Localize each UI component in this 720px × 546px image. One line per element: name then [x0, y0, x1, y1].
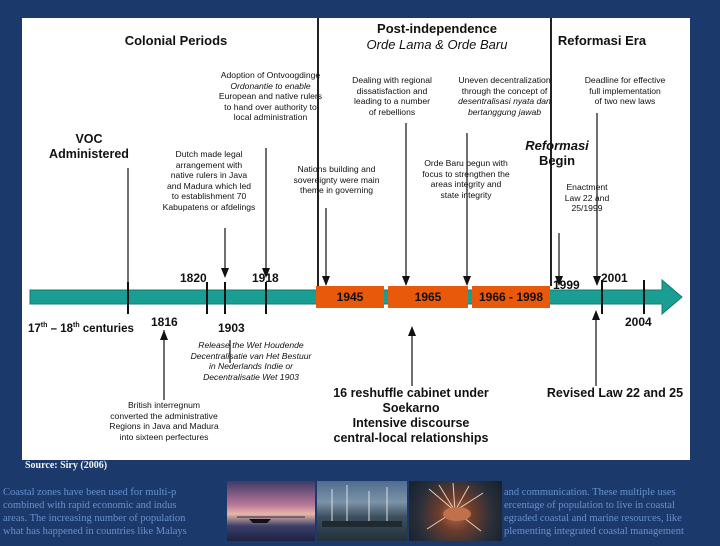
note-nation-building-line2: sovereignty were main [293, 174, 380, 185]
caption-right-line3: egraded coastal and marine resources, like [504, 513, 682, 524]
header-post-independence-line1: Post-independence [377, 21, 497, 36]
note-enactment-line3: 25/1999 [571, 203, 603, 213]
year-2001: 2001 [601, 271, 628, 285]
lionfish-icon [409, 481, 502, 541]
note-deadline-line3: of two new laws [594, 96, 656, 106]
note-orde-baru-line1: Orde Baru begun with [424, 158, 508, 168]
period-box-1965: 1965 [388, 286, 468, 308]
note-regional-line4: of rebellions [368, 106, 416, 117]
note-enactment-line2: Law 22 and [564, 192, 610, 203]
note-soekarno-line2: Soekarno [382, 401, 440, 415]
caption-left-line3: areas. The increasing number of population [3, 513, 186, 524]
note-dutch-legal-line1: Dutch made legal [175, 149, 243, 159]
year-1918: 1918 [252, 271, 279, 285]
centuries-sup-th-2: th [72, 322, 80, 329]
note-deadline-line1: Deadline for effective [584, 75, 666, 85]
centuries-sup-th-1: th [40, 322, 48, 329]
header-colonial-periods: Colonial Periods [124, 33, 228, 48]
note-regional-dissatisfaction [342, 75, 442, 117]
note-orde-baru [410, 158, 522, 200]
note-dutch-legal-line4: and Madura which led [166, 180, 252, 191]
note-wet-1903 [182, 340, 320, 382]
centuries-text-17: 17 [28, 322, 41, 335]
year-1999: 1999 [553, 278, 580, 292]
caption-right [504, 486, 720, 538]
note-dutch-legal-line2: arrangement with [175, 159, 243, 170]
photo-sunset-boat [227, 481, 315, 541]
note-wet-1903-line1: Release the Wet Houdende [198, 340, 304, 350]
caption-right-line4: plementing integrated coastal management [504, 526, 684, 537]
note-orde-baru-line2: focus to strengthen the [422, 168, 510, 179]
note-ontvoogdinge-line5: local administration [233, 112, 308, 122]
note-ontvoogdinge-line4: to hand over authority to [224, 101, 317, 112]
year-1903: 1903 [218, 321, 245, 335]
note-orde-baru-line3: areas integrity and [430, 179, 502, 189]
note-wet-1903-line2: Decentralisatie van Het Bestuur [190, 350, 312, 361]
note-soekarno-line3: Intensive discourse [352, 416, 470, 430]
caption-right-line2: ercentage of population to live in coastal [504, 500, 675, 511]
note-uneven-line2: through the concept of [461, 85, 548, 96]
note-regional-line3: leading to a number [354, 96, 430, 106]
boat-silhouette-icon [227, 481, 315, 541]
note-soekarno-line1: 16 reshuffle cabinet under [333, 386, 489, 400]
note-regional-line2: dissatisfaction and [356, 85, 428, 96]
photo-lionfish [409, 481, 502, 541]
note-reformasi-begin-line2: Begin [538, 153, 576, 168]
caption-left [3, 486, 233, 538]
period-box-1945: 1945 [316, 286, 384, 308]
note-ontvoogdinge-line3: European and native rulers [218, 91, 323, 101]
centuries-text-18: – 18 [47, 322, 73, 335]
note-dutch-legal-line3: native rulers in Java [170, 170, 248, 180]
note-uneven-line3: desentralisasi nyata dan [458, 96, 551, 106]
note-british-line2: converted the administrative [110, 410, 218, 421]
note-deadline-line2: full implementation [589, 85, 661, 96]
centuries-text-suffix: centuries [79, 322, 134, 335]
note-orde-baru-line4: state integrity [440, 189, 492, 200]
note-nation-building [284, 164, 389, 196]
note-ontvoogdinge [208, 70, 333, 123]
note-nation-building-line1: Nations building and [297, 164, 376, 174]
year-1816: 1816 [151, 315, 178, 329]
year-centuries [28, 322, 134, 335]
note-ontvoogdinge-line2: Ordonantie to enable [230, 80, 311, 91]
note-voc-administered [44, 132, 134, 162]
note-dutch-legal-line6: Kabupatens or afdelings [162, 201, 256, 212]
source-citation: Source: Siry (2006) [25, 460, 108, 471]
caption-left-line1: Coastal zones have been used for multi-p [3, 487, 177, 498]
note-british-line3: Regions in Java and Madura [109, 421, 219, 431]
note-dutch-legal-line5: to establishment 70 [171, 191, 247, 201]
header-reformasi-era: Reformasi Era [557, 33, 647, 48]
note-british-line1: British interregnum [127, 400, 201, 410]
note-dutch-legal [149, 149, 269, 212]
note-ontvoogdinge-line1: Adoption of Ontvoogdinge [220, 70, 321, 80]
caption-right-line1: and communication. These multiple uses [504, 487, 676, 498]
note-wet-1903-line4: Decentralisatie Wet 1903 [203, 371, 299, 382]
year-2004: 2004 [625, 315, 652, 329]
timeline-panel [22, 18, 690, 460]
note-soekarno-line4: central-local relationships [333, 431, 489, 445]
photo-harbor [317, 481, 407, 541]
note-nation-building-line3: theme in governing [299, 185, 374, 195]
caption-left-line2: combined with rapid economic and indus [3, 500, 177, 511]
note-british-interregnum [94, 400, 234, 442]
note-wet-1903-line3: in Nederlands Indie or [208, 361, 294, 371]
note-revised-law: Revised Law 22 and 25 [546, 386, 684, 400]
header-post-independence-line2: Orde Lama & Orde Baru [366, 37, 508, 52]
note-reformasi-begin [517, 138, 597, 168]
period-box-1966-1998: 1966 - 1998 [472, 286, 550, 308]
note-uneven-line4: bertanggung jawab [467, 106, 542, 117]
harbor-masts-icon [317, 481, 407, 541]
note-voc-line2: Administered [49, 147, 129, 161]
note-uneven-line1: Uneven decentralization [458, 75, 551, 85]
note-voc-line1: VOC [75, 132, 103, 146]
note-uneven-decentralization [447, 75, 562, 117]
note-enactment-line1: Enactment [566, 182, 608, 192]
note-reformasi-begin-line1: Reformasi [525, 138, 589, 153]
caption-left-line4: what has happened in countries like Malays [3, 526, 187, 537]
note-deadline [570, 75, 680, 107]
note-soekarno [322, 386, 500, 446]
year-1820: 1820 [180, 271, 207, 285]
note-british-line4: into sixteen perfectures [119, 431, 209, 442]
note-enactment [552, 182, 622, 214]
note-regional-line1: Dealing with regional [352, 75, 432, 85]
